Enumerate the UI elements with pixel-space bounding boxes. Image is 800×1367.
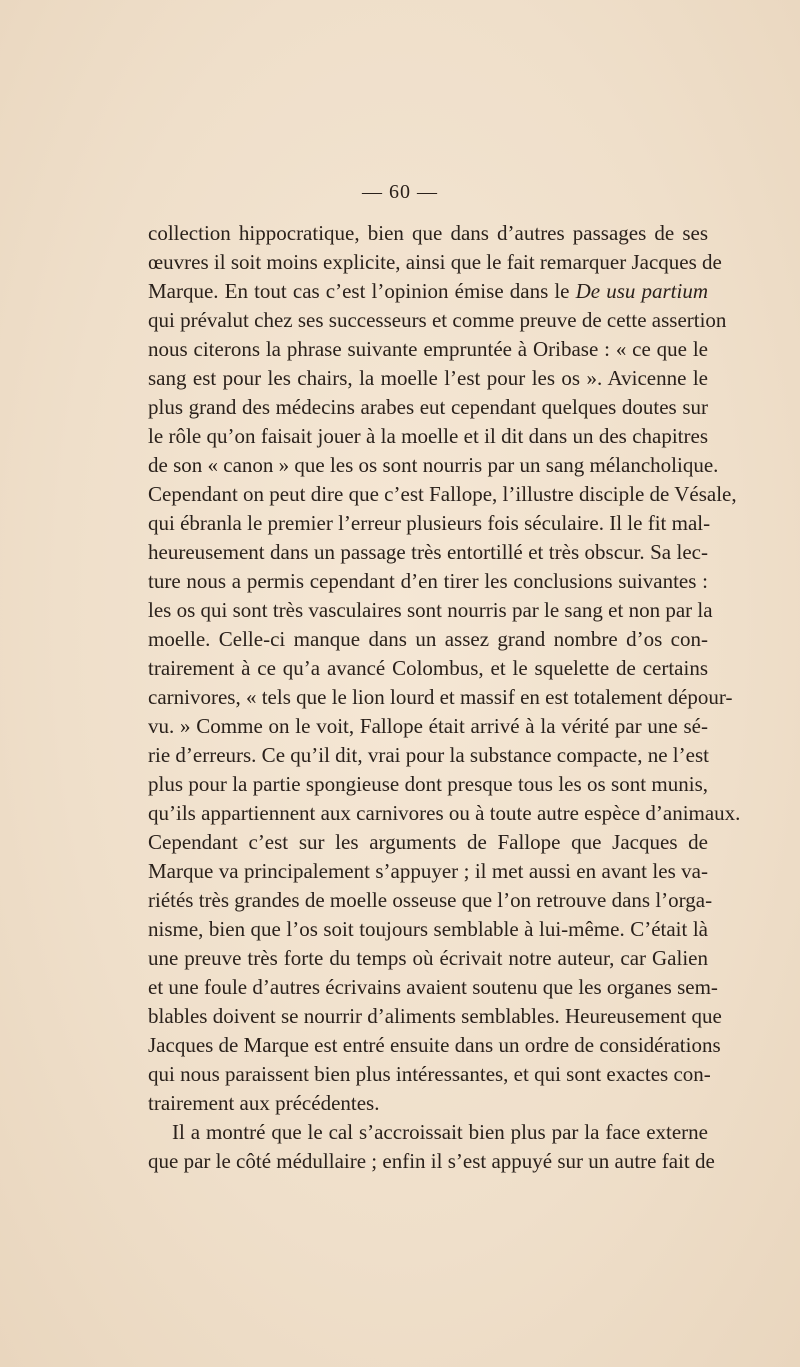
text-line: qui prévalut chez ses successeurs et comme preuve de cette assertion <box>148 308 727 332</box>
page-number: — 60 — <box>362 181 438 203</box>
text-line: ture nous a permis cependant d’en tirer les conclusions suivantes : <box>148 569 708 593</box>
text-line: Marque va principalement s’appuyer ; il met aussi en avant les va- <box>148 859 708 883</box>
text-line: qui ébranla le premier l’erreur plusieurs fois séculaire. Il le fit mal- <box>148 511 711 535</box>
text-line: nous citerons la phrase suivante empruntée à Oribase : « ce que le <box>148 337 708 361</box>
text-line: sang est pour les chairs, la moelle l’est pour les os ». Avicenne le <box>148 366 708 390</box>
body-text <box>148 219 741 1176</box>
text-line: de son « canon » que les os sont nourris par un sang mélancholique. <box>148 453 719 477</box>
text-line: Marque. En tout cas c’est l’opinion émise dans le De usu partium <box>148 279 708 303</box>
text-line: Jacques de Marque est entré ensuite dans un ordre de considérations <box>148 1033 721 1057</box>
text-line: nisme, bien que l’os soit toujours semblable à lui-même. C’était là <box>148 917 708 941</box>
text-line: collection hippocratique, bien que dans d’autres passages de ses <box>148 221 708 245</box>
text-line: plus pour la partie spongieuse dont presque tous les os sont munis, <box>148 772 708 796</box>
text-line: les os qui sont très vasculaires sont nourris par le sang et non par la <box>148 598 713 622</box>
text-line: blables doivent se nourrir d’aliments semblables. Heureusement que <box>148 1004 722 1028</box>
text-line: trairement aux précédentes. <box>148 1091 380 1115</box>
text-line: une preuve très forte du temps où écrivait notre auteur, car Galien <box>148 946 708 970</box>
text-line: le rôle qu’on faisait jouer à la moelle et il dit dans un des chapitres <box>148 424 708 448</box>
text-line: et une foule d’autres écrivains avaient soutenu que les organes sem- <box>148 975 718 999</box>
text-line: carnivores, « tels que le lion lourd et massif en est totalement dépour- <box>148 685 733 709</box>
text-line: heureusement dans un passage très entortillé et très obscur. Sa lec- <box>148 540 708 564</box>
text-line: trairement à ce qu’a avancé Colombus, et le squelette de certains <box>148 656 708 680</box>
text-line: Cependant c’est sur les arguments de Fallope que Jacques de <box>148 830 708 854</box>
text-line: que par le côté médullaire ; enfin il s’est appuyé sur un autre fait de <box>148 1149 715 1173</box>
text-line: Cependant on peut dire que c’est Fallope, l’illustre disciple de Vésale, <box>148 482 737 506</box>
text-line: plus grand des médecins arabes eut cependant quelques doutes sur <box>148 395 708 419</box>
text-line: rie d’erreurs. Ce qu’il dit, vrai pour la substance compacte, ne l’est <box>148 743 709 767</box>
italic-title: De usu partium <box>575 279 708 303</box>
text-line: qu’ils appartiennent aux carnivores ou à toute autre espèce d’animaux. <box>148 801 741 825</box>
text-line: qui nous paraissent bien plus intéressantes, et qui sont exactes con- <box>148 1062 711 1086</box>
text-line: Il a montré que le cal s’accroissait bien plus par la face externe <box>172 1120 708 1144</box>
text-line: œuvres il soit moins explicite, ainsi que le fait remarquer Jacques de <box>148 250 722 274</box>
text-line: riétés très grandes de moelle osseuse que l’on retrouve dans l’orga- <box>148 888 713 912</box>
text-line: vu. » Comme on le voit, Fallope était arrivé à la vérité par une sé- <box>148 714 708 738</box>
text-line: moelle. Celle-ci manque dans un assez grand nombre d’os con- <box>148 627 708 651</box>
